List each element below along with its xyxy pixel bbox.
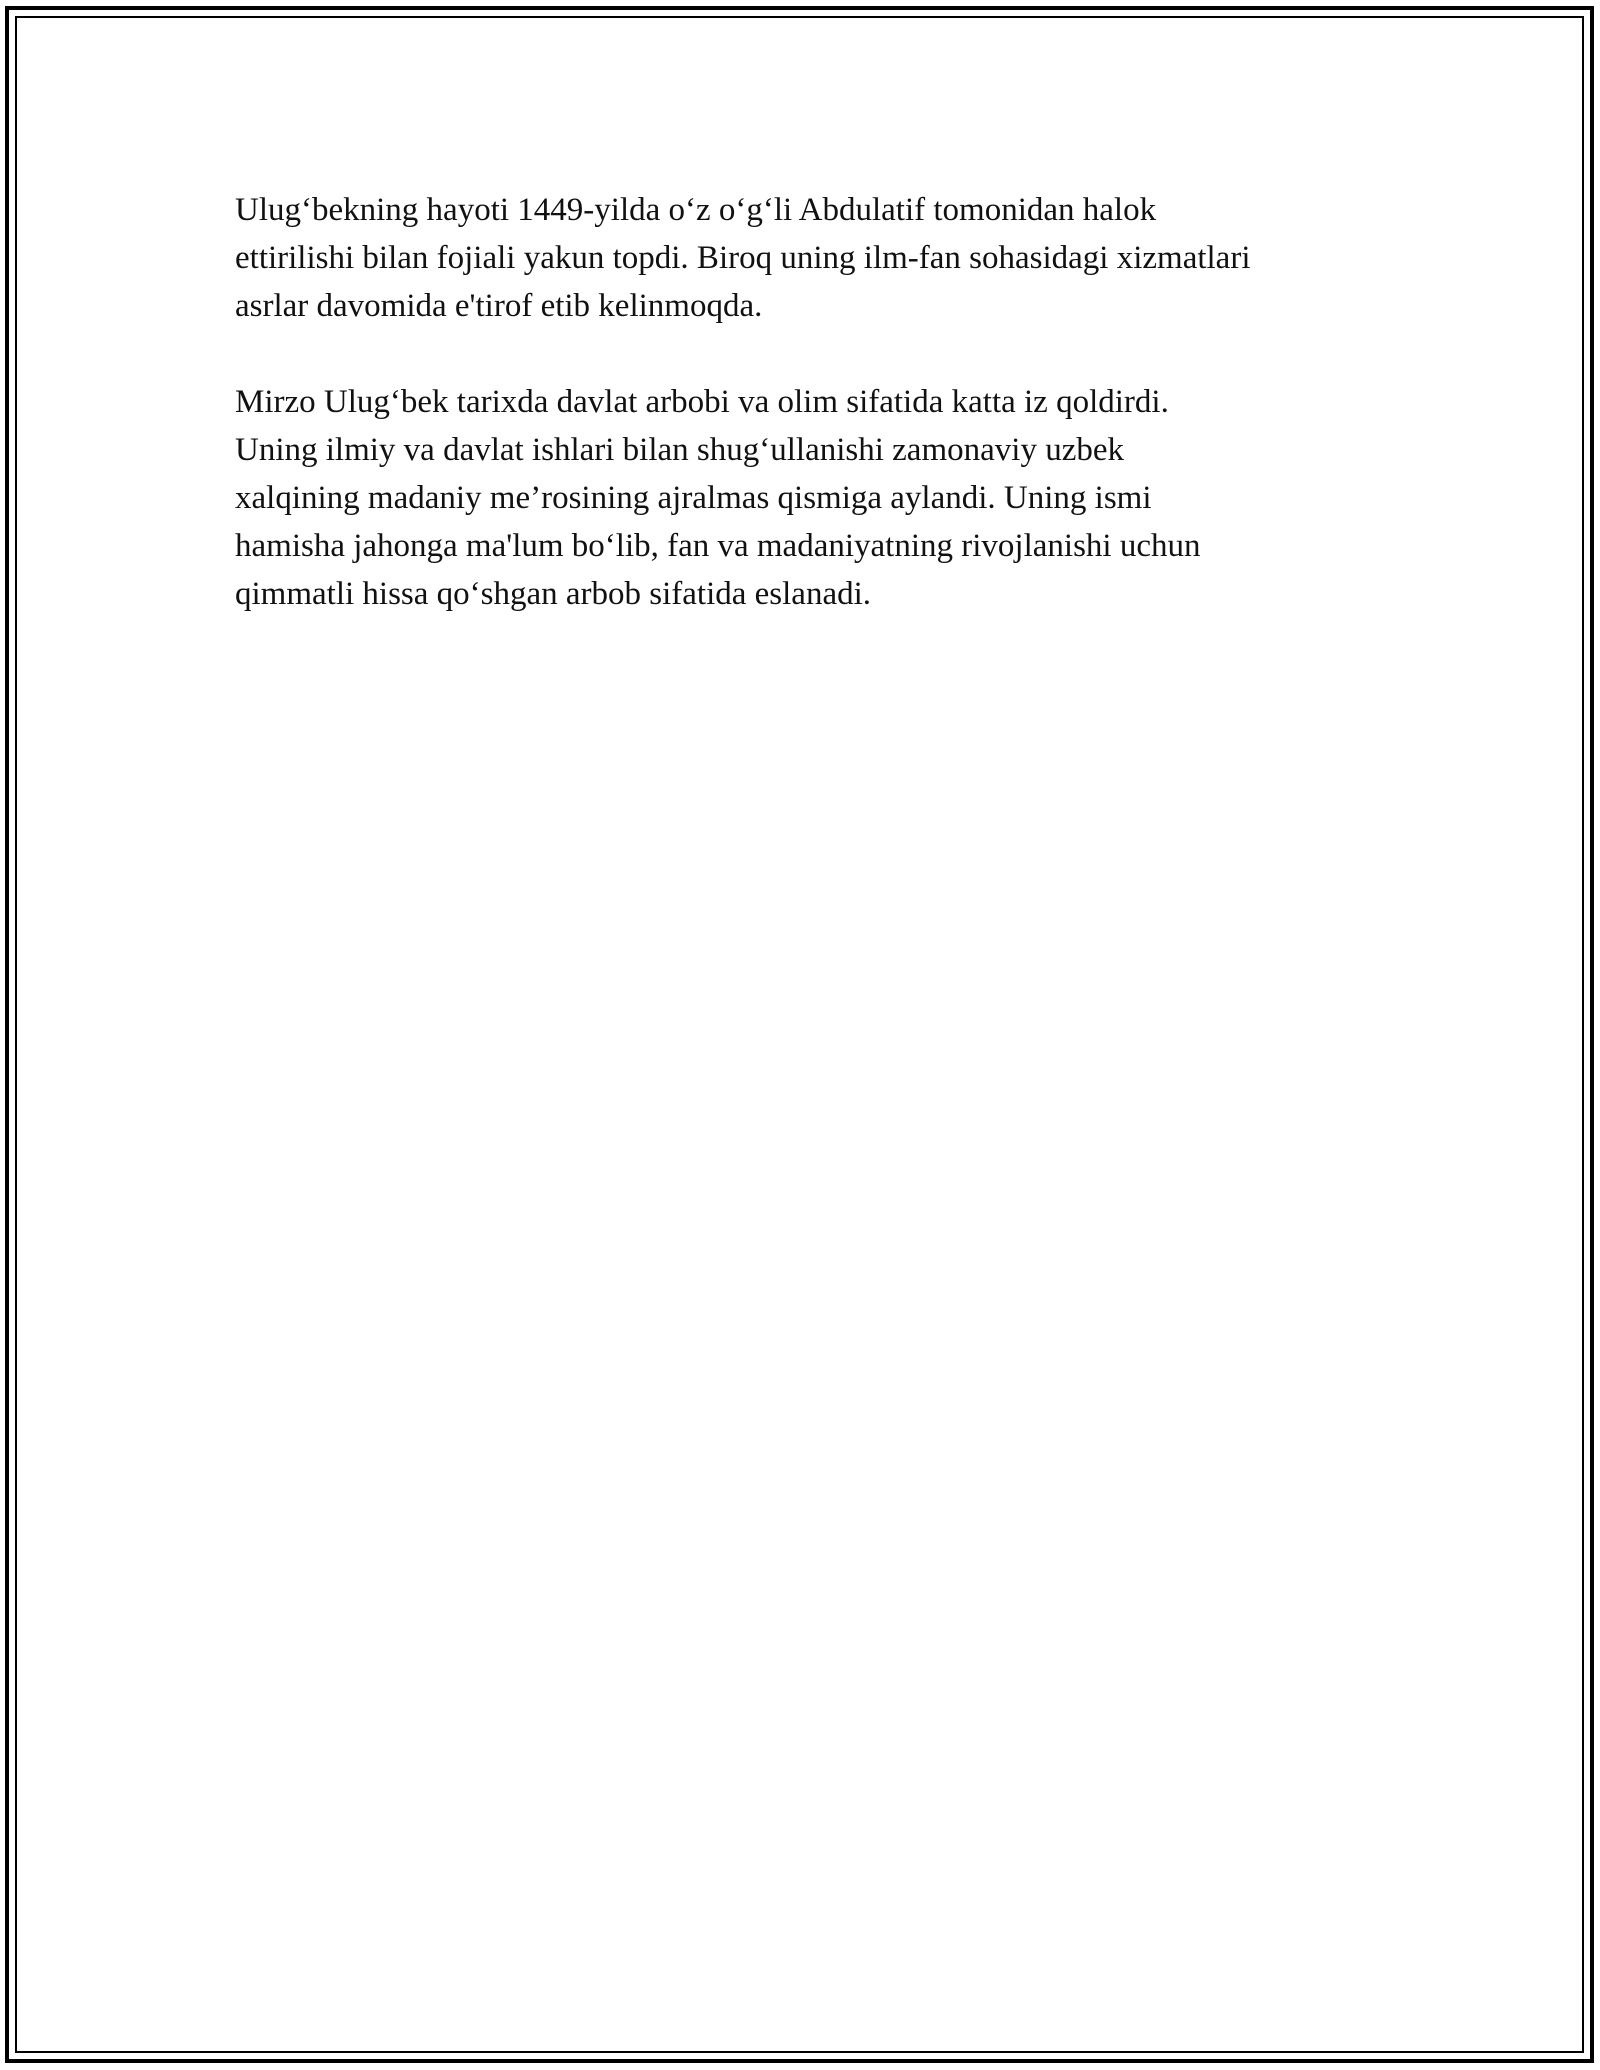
document-body <box>235 186 1385 666</box>
paragraph-ulugbek-legacy: Mirzo Ulug‘bek tarixda davlat arbobi va olim sifatida katta iz qoldirdi. Uning ilmiy va davlat ishlari bilan shug‘ullanishi zamonaviy uzbek xalqining madaniy me’rosining ajralmas qismiga aylandi. Uning ismi hamisha jahonga ma'lum bo‘lib, fan va madaniyatning rivojlanishi uchun qimmatli hissa qo‘shgan arbob sifatida eslanadi. <box>235 384 1201 612</box>
paragraph-ulugbek-death: Ulug‘bekning hayoti 1449-yilda o‘z o‘g‘li Abdulatif tomonidan halok ettirilishi bilan fojiali yakun topdi. Biroq uning ilm-fan sohasidagi xizmatlari asrlar davomida e'tirof etib kelinmoqda. <box>235 192 1251 324</box>
